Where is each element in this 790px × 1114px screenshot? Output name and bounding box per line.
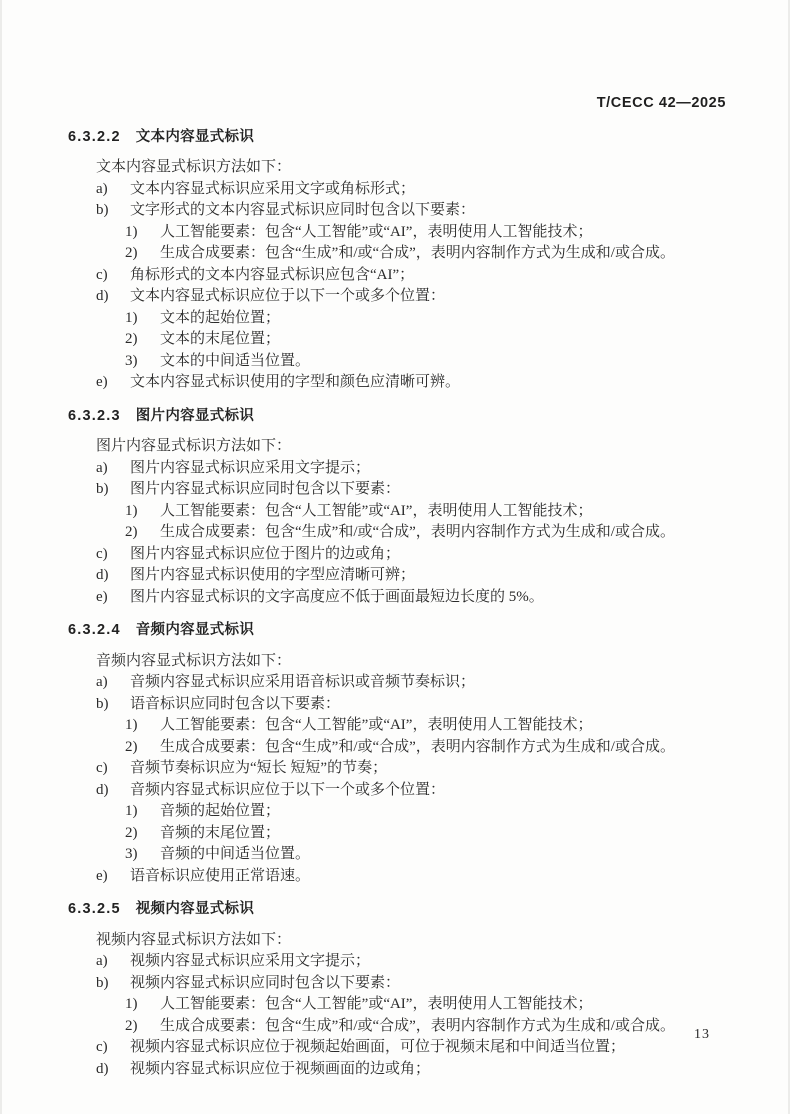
item-text: 文字形式的文本内容显式标识应同时包含以下要素： (130, 202, 476, 218)
subitem-text: 音频的中间适当位置。 (160, 846, 311, 862)
list-item (96, 694, 726, 716)
item-label: b) (96, 481, 109, 497)
section-title: 图片内容显式标识 (135, 407, 255, 424)
list-item (96, 200, 726, 222)
list-subitem (125, 715, 726, 737)
list-item (96, 286, 726, 308)
subitem-label: 1) (125, 502, 138, 519)
list-item (96, 951, 726, 973)
item-text: 视频内容显式标识应位于视频画面的边或角； (130, 1060, 431, 1077)
subitem-label: 1) (125, 803, 138, 819)
list-subitem (125, 737, 726, 759)
item-text: 文本内容显式标识应位于以下一个或多个位置： (130, 288, 446, 304)
subitem-text: 音频的末尾位置； (160, 824, 281, 841)
list-item (96, 179, 726, 201)
subitem-text: 人工智能要素：包含“人工智能”或“AI”，表明使用人工智能技术； (160, 502, 593, 519)
section-heading (68, 899, 726, 921)
list-subitem (125, 308, 726, 330)
section-number: 6.3.2.2 (68, 128, 121, 145)
list-item (96, 780, 726, 802)
subitem-text: 文本的中间适当位置。 (160, 352, 311, 369)
section-intro: 文本内容显式标识方法如下： (96, 159, 292, 175)
list-subitem (125, 844, 726, 866)
list-item (96, 587, 726, 609)
subitem-label: 3) (125, 352, 138, 369)
item-label: e) (96, 588, 108, 605)
subitem-text: 人工智能要素：包含“人工智能”或“AI”，表明使用人工智能技术； (160, 717, 593, 733)
item-label: e) (96, 867, 108, 884)
document-body (68, 127, 726, 1081)
subitem-label: 1) (125, 223, 138, 240)
item-label: b) (96, 202, 109, 218)
item-label: b) (96, 974, 109, 991)
subitem-text: 生成合成要素：包含“生成”和/或“合成”，表明内容制作方式为生成和/或合成。 (160, 1017, 675, 1034)
item-text: 图片内容显式标识应采用文字提示； (130, 459, 371, 476)
subitem-label: 1) (125, 717, 138, 733)
item-text: 图片内容显式标识使用的字型应清晰可辨； (130, 567, 416, 583)
item-text: 视频内容显式标识应采用文字提示； (130, 953, 371, 969)
subitem-label: 2) (125, 824, 138, 841)
subitem-text: 人工智能要素：包含“人工智能”或“AI”，表明使用人工智能技术； (160, 223, 593, 240)
subitem-label: 3) (125, 846, 138, 862)
item-text: 音频节奏标识应为“短长 短短”的节奏； (130, 760, 388, 776)
subitem-text: 文本的末尾位置； (160, 331, 281, 347)
section-heading (68, 620, 726, 642)
item-label: c) (96, 266, 108, 283)
item-label: d) (96, 288, 109, 304)
list-subitem (125, 243, 726, 265)
subitem-text: 人工智能要素：包含“人工智能”或“AI”，表明使用人工智能技术； (160, 996, 593, 1012)
list-subitem (125, 222, 726, 244)
item-text: 角标形式的文本内容显式标识应包含“AI”； (130, 266, 415, 283)
item-label: d) (96, 1060, 109, 1077)
subitem-label: 2) (125, 524, 138, 540)
section-number: 6.3.2.3 (68, 407, 121, 424)
item-label: a) (96, 180, 108, 197)
item-text: 文本内容显式标识使用的字型和颜色应清晰可辨。 (130, 374, 461, 390)
item-text: 音频内容显式标识应位于以下一个或多个位置： (130, 781, 446, 798)
subitem-text: 生成合成要素：包含“生成”和/或“合成”，表明内容制作方式为生成和/或合成。 (160, 524, 675, 540)
section (68, 620, 726, 887)
list-item (96, 479, 726, 501)
list-subitem (125, 501, 726, 523)
item-label: c) (96, 760, 108, 776)
item-label: e) (96, 374, 108, 390)
item-label: a) (96, 459, 108, 476)
list-item (96, 565, 726, 587)
section-number: 6.3.2.4 (68, 622, 121, 638)
section-intro: 音频内容显式标识方法如下： (96, 652, 292, 669)
section-title: 音频内容显式标识 (135, 622, 255, 638)
list-item (96, 1037, 726, 1059)
subitem-label: 1) (125, 309, 138, 326)
section-title: 文本内容显式标识 (135, 128, 255, 145)
section-intro: 图片内容显式标识方法如下： (96, 438, 292, 454)
item-text: 图片内容显式标识的文字高度应不低于画面最短边长度的 5%。 (130, 588, 544, 605)
item-text: 图片内容显式标识应位于图片的边或角； (130, 545, 401, 562)
section-intro: 视频内容显式标识方法如下： (96, 931, 292, 948)
item-text: 语音标识应使用正常语速。 (130, 867, 311, 884)
list-item (96, 1059, 726, 1081)
list-subitem (125, 994, 726, 1016)
doc-header-code: T/CECC 42—2025 (596, 95, 726, 111)
item-text: 视频内容显式标识应同时包含以下要素： (130, 974, 401, 991)
item-label: c) (96, 1039, 108, 1055)
item-text: 音频内容显式标识应采用语音标识或音频节奏标识； (130, 674, 476, 690)
list-item (96, 672, 726, 694)
section-heading (68, 127, 726, 149)
subitem-label: 2) (125, 245, 138, 261)
item-text: 文本内容显式标识应采用文字或角标形式； (130, 180, 416, 197)
list-item (96, 866, 726, 888)
subitem-label: 2) (125, 331, 138, 347)
list-subitem (125, 823, 726, 845)
list-subitem (125, 522, 726, 544)
section (68, 406, 726, 609)
section (68, 899, 726, 1080)
item-text: 视频内容显式标识应位于视频起始画面，可位于视频末尾和中间适当位置； (130, 1039, 626, 1055)
item-text: 语音标识应同时包含以下要素： (130, 695, 341, 712)
list-item (96, 973, 726, 995)
subitem-label: 2) (125, 738, 138, 755)
subitem-text: 生成合成要素：包含“生成”和/或“合成”，表明内容制作方式为生成和/或合成。 (160, 738, 675, 755)
item-label: b) (96, 695, 109, 712)
item-label: a) (96, 953, 108, 969)
subitem-label: 2) (125, 1017, 138, 1034)
item-label: c) (96, 545, 108, 562)
section-title: 视频内容显式标识 (135, 901, 255, 917)
subitem-text: 音频的起始位置； (160, 803, 281, 819)
list-subitem (125, 329, 726, 351)
list-subitem (125, 1016, 726, 1038)
section-number: 6.3.2.5 (68, 901, 121, 917)
list-item (96, 544, 726, 566)
list-item (96, 265, 726, 287)
list-subitem (125, 801, 726, 823)
section-heading (68, 406, 726, 428)
item-label: d) (96, 781, 109, 798)
subitem-text: 生成合成要素：包含“生成”和/或“合成”，表明内容制作方式为生成和/或合成。 (160, 245, 675, 261)
list-item (96, 372, 726, 394)
item-text: 图片内容显式标识应同时包含以下要素： (130, 481, 401, 497)
item-label: a) (96, 674, 108, 690)
section (68, 127, 726, 394)
page-number: 13 (694, 1027, 710, 1042)
list-item (96, 758, 726, 780)
item-label: d) (96, 567, 109, 583)
subitem-text: 文本的起始位置； (160, 309, 281, 326)
subitem-label: 1) (125, 996, 138, 1012)
list-item (96, 458, 726, 480)
list-subitem (125, 351, 726, 373)
